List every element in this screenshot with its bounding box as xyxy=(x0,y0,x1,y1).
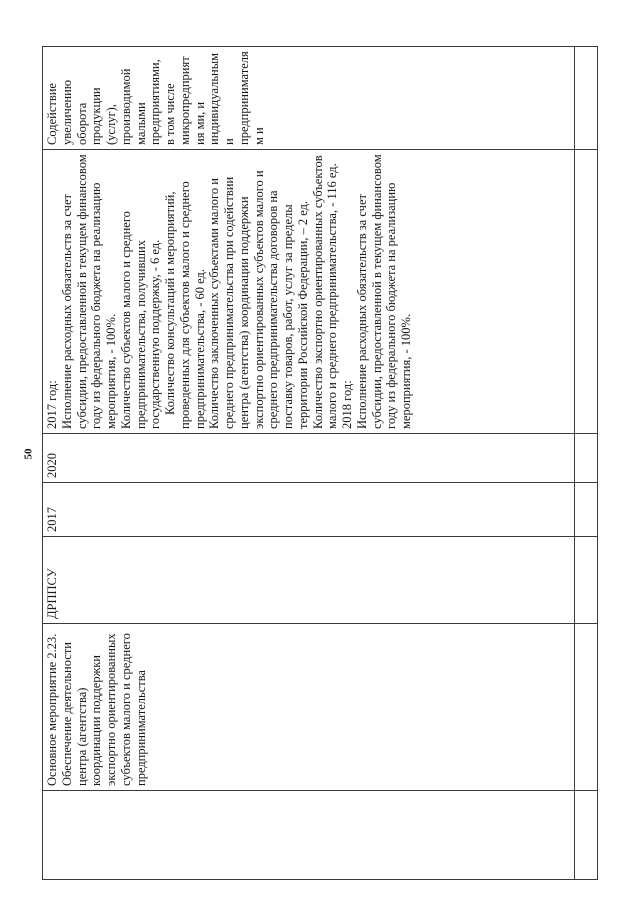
empty-cell xyxy=(575,537,598,624)
empty-cell xyxy=(575,791,598,880)
end-year-cell: 2020 xyxy=(43,434,575,483)
table-row-continuation xyxy=(575,47,598,880)
empty-cell xyxy=(575,150,598,434)
page-number: 50 xyxy=(22,448,35,460)
results-item: Количество консультаций и мероприятий, проведенных для субъектов малого и среднего предпринимательства, - 60 ед. xyxy=(163,181,207,429)
results-item: Количество заключенных субъектами малого и среднего предпринимательства при содействии центра (агентства) координации поддержки экспортно ориентированных субъектов малого и среднего предпринимательства договоров на поставку товаров, работ, услуг за пределы территории Российской Федерации, – 2 ед. xyxy=(207,170,310,429)
empty-cell xyxy=(575,624,598,791)
start-year-cell: 2017 xyxy=(43,483,575,537)
empty-cell xyxy=(575,434,598,483)
program-events-table xyxy=(42,46,598,880)
results-year-heading: 2018 год: xyxy=(340,380,354,429)
impact-cell: Содействие увеличению оборота продукции (услуг), производимой малыми предприятиями, в том числе микропредприятия ми, и индивидуальными предпринимателям и xyxy=(43,47,575,150)
empty-cell xyxy=(575,483,598,537)
results-item: Количество субъектов малого и среднего предпринимательства, получивших государственную поддержку, - 6 ед. xyxy=(118,211,163,429)
row-number-cell xyxy=(43,791,575,880)
rotated-page-content xyxy=(42,51,590,880)
results-year-heading: 2017 год: xyxy=(45,380,59,429)
results-item: Количество экспортно ориентированных субъектов малого и среднего предпринимательства, - 116 ед. xyxy=(310,155,340,429)
expected-results-cell xyxy=(43,150,575,434)
empty-cell xyxy=(575,47,598,150)
results-item: Исполнение расходных обязательств за счет субсидии, предоставленной в текущем финансовом году из федерального бюджета на реализацию мероприятия, - 100%. xyxy=(354,154,413,429)
table-row xyxy=(43,47,575,880)
executor-cell: ДРППСУ xyxy=(43,537,575,624)
results-item: Исполнение расходных обязательств за счет субсидии, предоставленной в текущем финансовом году из федерального бюджета на реализацию мероприятия, - 100%. xyxy=(59,154,118,429)
event-name-cell: Основное мероприятие 2.23. Обеспечение деятельности центра (агентства) координации поддержки экспортно ориентированных субъектов малого и среднего предпринимательства xyxy=(43,624,575,791)
